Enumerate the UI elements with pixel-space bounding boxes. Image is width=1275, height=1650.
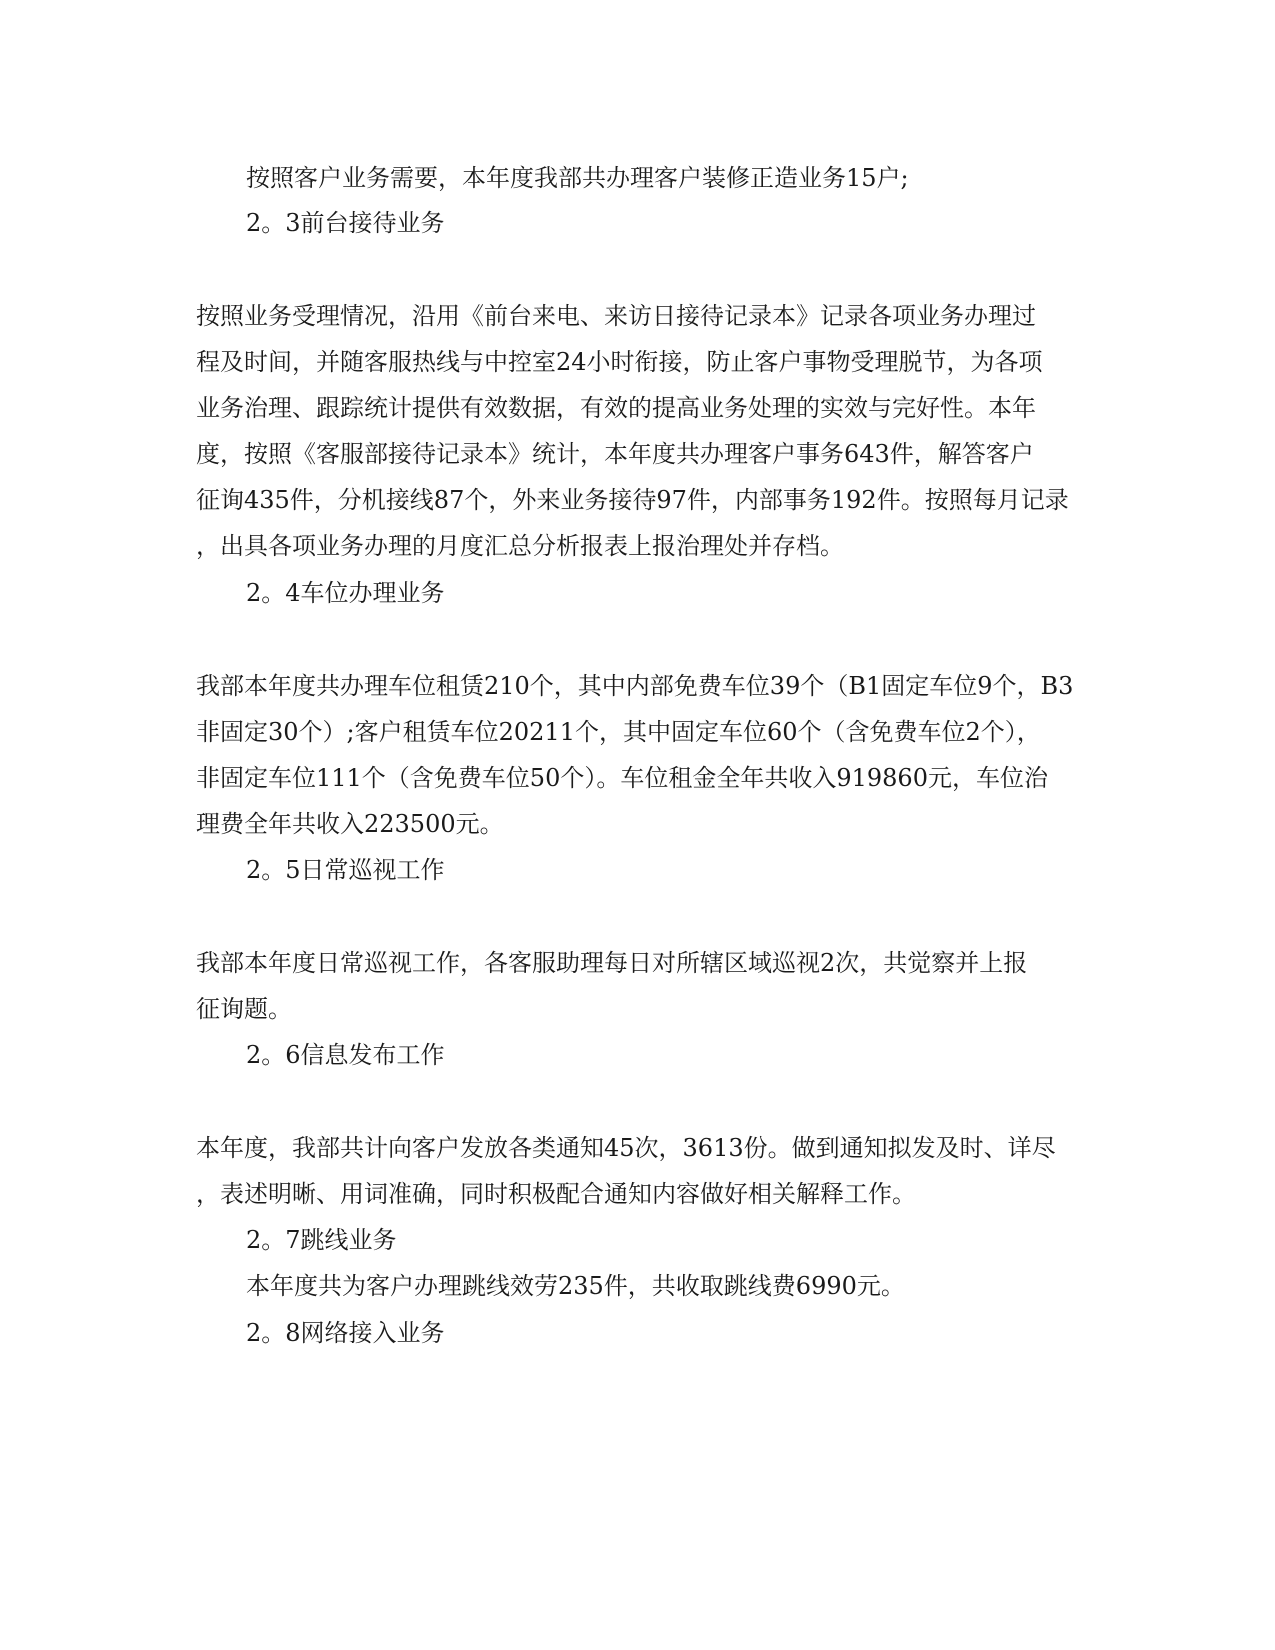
paragraph-line: 非固定30个）;客户租赁车位20211个，其中固定车位60个（含免费车位2个），	[196, 718, 1041, 746]
section-heading-2-6: 2。6信息发布工作	[246, 1041, 445, 1069]
paragraph-line: ，表述明晰、用词准确，同时积极配合通知内容做好相关解释工作。	[196, 1180, 916, 1208]
paragraph-line: 本年度共为客户办理跳线效劳235件，共收取跳线费6990元。	[246, 1272, 905, 1300]
paragraph-line: 征询435件，分机接线87个，外来业务接待97件，内部事务192件。按照每月记录	[196, 486, 1069, 514]
paragraph-line: 按照业务受理情况，沿用《前台来电、来访日接待记录本》记录各项业务办理过	[196, 302, 1036, 330]
paragraph-line: 度，按照《客服部接待记录本》统计，本年度共办理客户事务643件，解答客户	[196, 440, 1034, 468]
section-heading-2-8: 2。8网络接入业务	[246, 1319, 445, 1347]
section-heading-2-5: 2。5日常巡视工作	[246, 856, 445, 884]
paragraph-line: 我部本年度共办理车位租赁210个，其中内部免费车位39个（B1固定车位9个，B3	[196, 672, 1074, 700]
section-heading-2-7: 2。7跳线业务	[246, 1226, 397, 1254]
paragraph-line: ，出具各项业务办理的月度汇总分析报表上报治理处并存档。	[196, 532, 844, 560]
paragraph-line: 业务治理、跟踪统计提供有效数据，有效的提高业务处理的实效与完好性。本年	[196, 394, 1036, 422]
section-heading-2-3: 2。3前台接待业务	[246, 209, 445, 237]
paragraph-line: 非固定车位111个（含免费车位50个）。车位租金全年共收入919860元，车位治	[196, 764, 1048, 792]
paragraph-line: 程及时间，并随客服热线与中控室24小时衔接，防止客户事物受理脱节，为各项	[196, 348, 1043, 376]
paragraph-line: 征询题。	[196, 995, 292, 1023]
section-heading-2-4: 2。4车位办理业务	[246, 579, 445, 607]
paragraph-line: 理费全年共收入223500元。	[196, 810, 504, 838]
paragraph-line: 我部本年度日常巡视工作，各客服助理每日对所辖区域巡视2次，共觉察并上报	[196, 949, 1028, 977]
paragraph-line: 本年度，我部共计向客户发放各类通知45次，3613份。做到通知拟发及时、详尽	[196, 1134, 1056, 1162]
paragraph-line: 按照客户业务需要，本年度我部共办理客户装修正造业务15户;	[246, 164, 909, 192]
